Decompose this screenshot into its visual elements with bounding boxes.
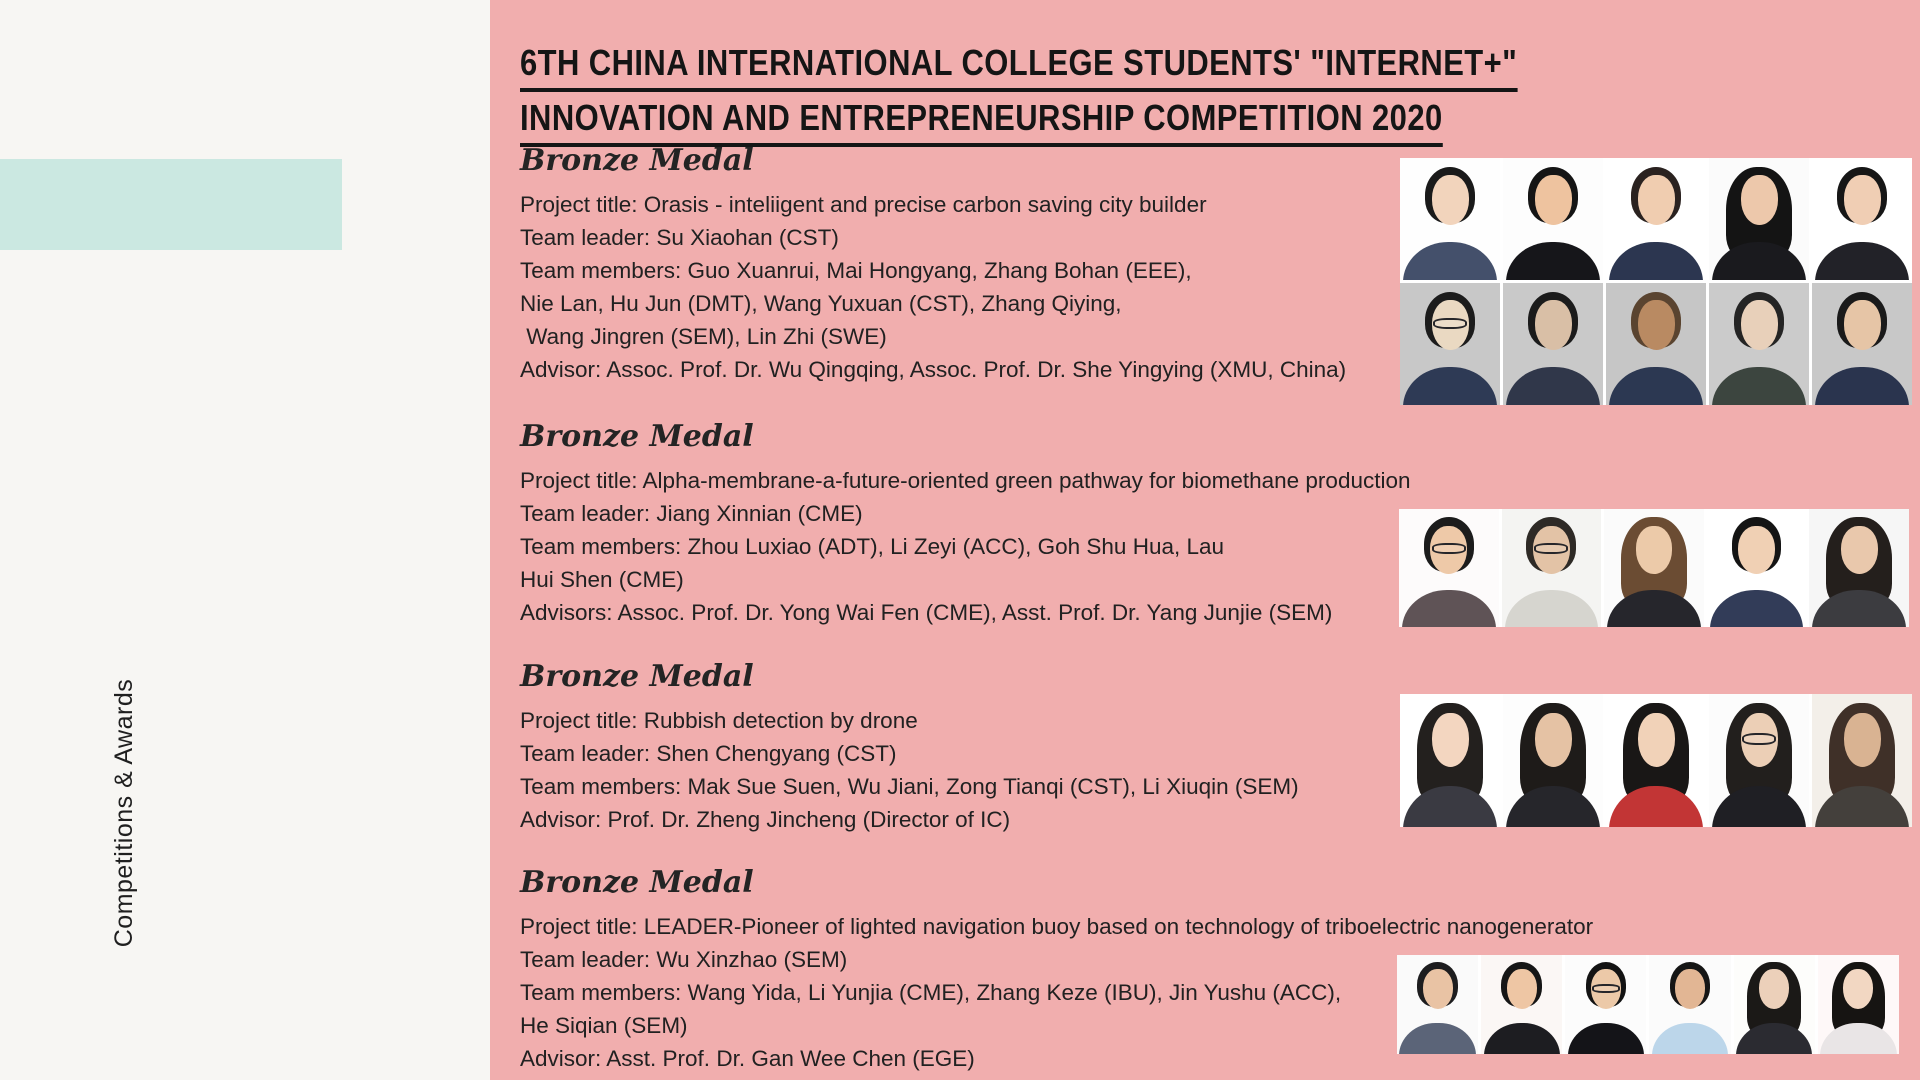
portrait-photo: [1812, 283, 1912, 405]
face-shape: [1741, 300, 1778, 350]
section-text-line: Advisors: Assoc. Prof. Dr. Yong Wai Fen (CME), Asst. Prof. Dr. Yang Junjie (SEM): [520, 600, 1333, 625]
torso-shape: [1710, 590, 1804, 627]
glasses-shape: [1433, 318, 1467, 329]
face-shape: [1844, 713, 1881, 768]
section-text-line: Advisor: Assoc. Prof. Dr. Wu Qingqing, Assoc. Prof. Dr. She Yingying (XMU, China): [520, 357, 1347, 382]
face-shape: [1535, 175, 1572, 225]
torso-shape: [1403, 786, 1497, 827]
team-photo-grid-3: [1400, 694, 1912, 827]
portrait-photo: [1503, 283, 1603, 405]
section-text-line: Team leader: Su Xiaohan (CST): [520, 225, 839, 250]
glasses-shape: [1742, 733, 1776, 745]
medal-label: Bronze Medal: [520, 659, 754, 694]
torso-shape: [1815, 786, 1909, 827]
glasses-shape: [1592, 984, 1620, 993]
page-title: [520, 44, 1517, 154]
glasses-shape: [1534, 543, 1568, 554]
section-text-line: Team leader: Shen Chengyang (CST): [520, 741, 897, 766]
portrait-photo: [1400, 694, 1500, 827]
section-text-line: Advisor: Asst. Prof. Dr. Gan Wee Chen (EGE): [520, 1046, 975, 1071]
torso-shape: [1812, 590, 1906, 627]
torso-shape: [1820, 1023, 1896, 1054]
portrait-photo: [1606, 283, 1706, 405]
face-shape: [1535, 300, 1572, 350]
face-shape: [1507, 969, 1537, 1010]
portrait-photo: [1503, 694, 1603, 827]
portrait-photo: [1604, 509, 1704, 627]
face-shape: [1423, 969, 1453, 1010]
section-text-line: Team members: Guo Xuanrui, Mai Hongyang, Zhang Bohan (EEE),: [520, 258, 1192, 283]
section-text-line: Team members: Zhou Luxiao (ADT), Li Zeyi (ACC), Goh Shu Hua, Lau: [520, 534, 1225, 559]
page-title-line-2: INNOVATION AND ENTREPRENEURSHIP COMPETITION 2020: [520, 99, 1443, 147]
portrait-photo: [1399, 509, 1499, 627]
torso-shape: [1506, 786, 1600, 827]
torso-shape: [1505, 590, 1599, 627]
section-text-line: Wang Jingren (SEM), Lin Zhi (SWE): [520, 324, 887, 349]
torso-shape: [1736, 1023, 1812, 1054]
torso-shape: [1609, 242, 1703, 280]
section-text-line: Team members: Mak Sue Suen, Wu Jiani, Zong Tianqi (CST), Li Xiuqin (SEM): [520, 774, 1299, 799]
portrait-photo: [1397, 955, 1478, 1054]
portrait-photo: [1812, 694, 1912, 827]
torso-shape: [1399, 1023, 1475, 1054]
content-panel: [490, 0, 1920, 1080]
face-shape: [1432, 713, 1469, 768]
team-photo-grid-2: [1399, 509, 1909, 627]
section-text-line: Team leader: Jiang Xinnian (CME): [520, 501, 863, 526]
portrait-photo: [1400, 283, 1500, 405]
portrait-photo: [1481, 955, 1562, 1054]
medal-label: Bronze Medal: [520, 143, 754, 178]
face-shape: [1844, 175, 1881, 225]
section-text-line: Project title: Orasis - inteliigent and precise carbon saving city builder: [520, 192, 1207, 217]
sidebar-section-label: Competitions & Awards: [109, 678, 138, 948]
portrait-photo: [1503, 158, 1603, 280]
torso-shape: [1815, 367, 1909, 405]
portrait-photo: [1709, 694, 1809, 827]
torso-shape: [1609, 367, 1703, 405]
section-text-line: Team members: Wang Yida, Li Yunjia (CME), Zhang Keze (IBU), Jin Yushu (ACC),: [520, 980, 1342, 1005]
torso-shape: [1712, 242, 1806, 280]
section-text-line: Nie Lan, Hu Jun (DMT), Wang Yuxuan (CST), Zhang Qiying,: [520, 291, 1122, 316]
portrait-photo: [1502, 509, 1602, 627]
portrait-photo: [1812, 158, 1912, 280]
team-photo-grid-4: [1397, 955, 1899, 1054]
portrait-photo: [1565, 955, 1646, 1054]
section-text-line: Project title: Alpha-membrane-a-future-oriented green pathway for biomethane production: [520, 468, 1411, 493]
face-shape: [1638, 175, 1675, 225]
torso-shape: [1403, 367, 1497, 405]
portrait-photo: [1606, 694, 1706, 827]
torso-shape: [1403, 242, 1497, 280]
left-sidebar: [0, 0, 490, 1080]
award-section: [520, 658, 1299, 836]
section-text-line: Team leader: Wu Xinzhao (SEM): [520, 947, 848, 972]
portrait-photo: [1809, 509, 1909, 627]
award-section: [520, 142, 1346, 386]
portrait-photo: [1707, 509, 1807, 627]
torso-shape: [1609, 786, 1703, 827]
portrait-photo: [1734, 955, 1815, 1054]
torso-shape: [1484, 1023, 1560, 1054]
torso-shape: [1712, 367, 1806, 405]
medal-label: Bronze Medal: [520, 865, 754, 900]
torso-shape: [1815, 242, 1909, 280]
team-photo-grid-1: [1400, 158, 1912, 405]
torso-shape: [1506, 242, 1600, 280]
glasses-shape: [1432, 543, 1466, 554]
torso-shape: [1506, 367, 1600, 405]
face-shape: [1638, 713, 1675, 768]
medal-label: Bronze Medal: [520, 419, 754, 454]
portrait-photo: [1649, 955, 1730, 1054]
section-text-line: Project title: Rubbish detection by drone: [520, 708, 918, 733]
torso-shape: [1568, 1023, 1644, 1054]
face-shape: [1741, 175, 1778, 225]
face-shape: [1535, 713, 1572, 768]
portrait-photo: [1709, 158, 1809, 280]
portrait-photo: [1606, 158, 1706, 280]
face-shape: [1844, 300, 1881, 350]
portrait-photo: [1400, 158, 1500, 280]
face-shape: [1638, 300, 1675, 350]
section-text-line: He Siqian (SEM): [520, 1013, 688, 1038]
face-shape: [1738, 526, 1775, 574]
award-section: [520, 418, 1411, 629]
portrait-photo: [1818, 955, 1899, 1054]
face-shape: [1432, 175, 1469, 225]
section-text-line: Hui Shen (CME): [520, 567, 684, 592]
portrait-photo: [1709, 283, 1809, 405]
face-shape: [1636, 526, 1673, 574]
section-text-line: Project title: LEADER-Pioneer of lighted navigation buoy based on technology of triboelectric nanogenerator: [520, 914, 1594, 939]
face-shape: [1841, 526, 1878, 574]
torso-shape: [1402, 590, 1496, 627]
torso-shape: [1607, 590, 1701, 627]
torso-shape: [1652, 1023, 1728, 1054]
section-text-line: Advisor: Prof. Dr. Zheng Jincheng (Director of IC): [520, 807, 1011, 832]
torso-shape: [1712, 786, 1806, 827]
page-title-line-1: 6TH CHINA INTERNATIONAL COLLEGE STUDENTS' "INTERNET+": [520, 44, 1517, 92]
mint-accent-bar: [0, 159, 342, 250]
